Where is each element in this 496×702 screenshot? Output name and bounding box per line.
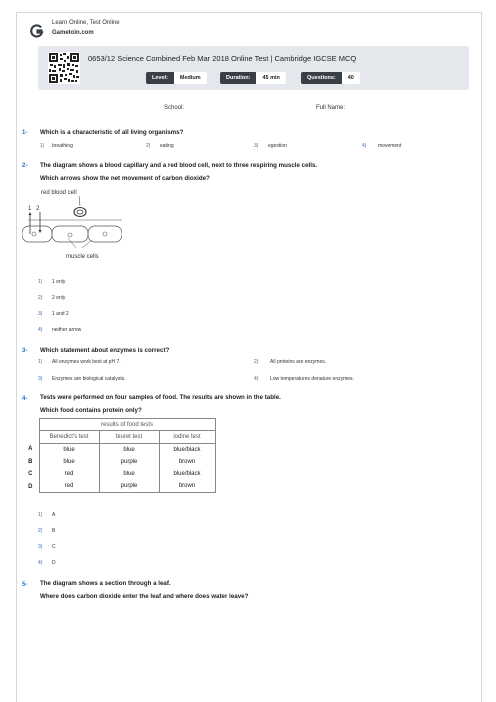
q3-option-3-text[interactable]: Enzymes are biological catalysts. xyxy=(52,376,126,382)
level-label: Level: xyxy=(146,72,174,84)
q2-option-2-number[interactable]: 2) xyxy=(38,295,43,301)
table-cell: blue/black xyxy=(159,468,215,480)
diagram-arrow-1-label: 1 xyxy=(28,206,32,212)
q1-option-4-text[interactable]: movement xyxy=(378,143,402,149)
question-3-number: 3- xyxy=(22,348,28,354)
questions-value: 40 xyxy=(342,72,360,84)
q4-option-4-number[interactable]: 4) xyxy=(38,560,43,566)
table-row xyxy=(22,443,215,455)
school-label: School: xyxy=(164,105,185,111)
table-row xyxy=(22,468,215,480)
question-5-text: The diagram shows a section through a leaf. xyxy=(40,580,171,587)
table-cell: blue xyxy=(39,443,99,455)
capillary-muscle-diagram xyxy=(22,186,122,264)
q2-option-3-text[interactable]: 1 and 2 xyxy=(52,311,69,317)
question-4-subtext: Which food contains protein only? xyxy=(40,407,142,414)
q4-option-3-text[interactable]: C xyxy=(52,544,56,550)
questions-label: Questions: xyxy=(301,72,342,84)
q2-option-4-number[interactable]: 4) xyxy=(38,327,43,333)
question-2-text: The diagram shows a blood capillary and a red blood cell, next to three respiring muscle cells. xyxy=(40,162,318,169)
q3-option-1-number[interactable]: 1) xyxy=(38,359,43,365)
q4-option-2-text[interactable]: B xyxy=(52,528,56,534)
table-row xyxy=(22,480,215,492)
table-cell: blue xyxy=(99,468,159,480)
duration-label: Duration: xyxy=(220,72,256,84)
table-header-benedicts: Benedict's test xyxy=(39,431,99,443)
table-caption: results of food tests xyxy=(39,419,215,431)
table-cell: brown xyxy=(159,456,215,468)
food-tests-table xyxy=(22,418,216,493)
table-row-label: C xyxy=(22,468,39,480)
level-badge xyxy=(146,72,207,84)
q4-option-2-number[interactable]: 2) xyxy=(38,528,43,534)
brand-site: Gametoin.com xyxy=(52,30,94,36)
question-1-number: 1- xyxy=(22,130,28,136)
q4-option-4-text[interactable]: D xyxy=(52,560,56,566)
question-5-number: 5- xyxy=(22,582,28,588)
table-cell: blue xyxy=(39,456,99,468)
table-cell: purple xyxy=(99,480,159,492)
fullname-label: Full Name: xyxy=(316,105,346,111)
question-4-number: 4- xyxy=(22,396,28,402)
q1-option-3-number[interactable]: 3) xyxy=(254,143,259,149)
table-row-label: D xyxy=(22,480,39,492)
table-row-label: B xyxy=(22,456,39,468)
table-row-label: A xyxy=(22,443,39,455)
q1-option-3-text[interactable]: egestion xyxy=(268,143,287,149)
diagram-rbc-label: red blood cell xyxy=(41,190,77,196)
q1-option-4-number[interactable]: 4) xyxy=(362,143,367,149)
q2-option-1-number[interactable]: 1) xyxy=(38,279,43,285)
table-header-biuret: biuret test xyxy=(99,431,159,443)
q3-option-4-number[interactable]: 4) xyxy=(254,376,259,382)
q4-option-1-number[interactable]: 1) xyxy=(38,512,43,518)
gametoin-logo-icon xyxy=(30,24,44,38)
q3-option-2-text[interactable]: All proteins are enzymes. xyxy=(270,359,327,365)
question-1-text: Which is a characteristic of all living organisms? xyxy=(40,129,184,136)
question-5-subtext: Where does carbon dioxide enter the leaf and where does water leave? xyxy=(40,593,249,600)
qr-code-icon xyxy=(48,52,80,84)
q4-option-1-text[interactable]: A xyxy=(52,512,56,518)
duration-badge xyxy=(220,72,286,84)
table-cell: purple xyxy=(99,456,159,468)
q1-option-2-text[interactable]: eating xyxy=(160,143,174,149)
table-cell: brown xyxy=(159,480,215,492)
table-cell: red xyxy=(39,480,99,492)
diagram-arrow-2-label: 2 xyxy=(36,206,40,212)
brand-tagline: Learn Online, Test Online xyxy=(52,20,120,26)
duration-value: 45 min xyxy=(256,72,285,84)
question-3-text: Which statement about enzymes is correct? xyxy=(40,347,170,354)
q1-option-1-text[interactable]: breathing xyxy=(52,143,73,149)
question-2-number: 2- xyxy=(22,163,28,169)
table-header-iodine: iodine test xyxy=(159,431,215,443)
q2-option-3-number[interactable]: 3) xyxy=(38,311,43,317)
q3-option-1-text[interactable]: All enzymes work best at pH 7. xyxy=(52,359,121,365)
q2-option-4-text[interactable]: neither arrow xyxy=(52,327,82,333)
q3-option-3-number[interactable]: 3) xyxy=(38,376,43,382)
test-title: 0653/12 Science Combined Feb Mar 2018 Online Test | Cambridge IGCSE MCQ xyxy=(88,54,357,63)
level-value: Medium xyxy=(174,72,207,84)
q4-option-3-number[interactable]: 3) xyxy=(38,544,43,550)
table-cell: blue/black xyxy=(159,443,215,455)
table-cell: blue xyxy=(99,443,159,455)
q2-option-1-text[interactable]: 1 only xyxy=(52,279,66,285)
q2-option-2-text[interactable]: 2 only xyxy=(52,295,66,301)
table-row xyxy=(22,456,215,468)
q3-option-4-text[interactable]: Low temperatures denature enzymes. xyxy=(270,376,354,382)
q3-option-2-number[interactable]: 2) xyxy=(254,359,259,365)
question-4-text: Tests were performed on four samples of food. The results are shown in the table. xyxy=(40,394,281,401)
table-cell: red xyxy=(39,468,99,480)
questions-badge xyxy=(301,72,360,84)
question-2-subtext: Which arrows show the net movement of carbon dioxide? xyxy=(40,175,210,182)
q1-option-2-number[interactable]: 2) xyxy=(146,143,151,149)
q1-option-1-number[interactable]: 1) xyxy=(40,143,45,149)
diagram-muscle-label: muscle cells xyxy=(66,254,99,260)
